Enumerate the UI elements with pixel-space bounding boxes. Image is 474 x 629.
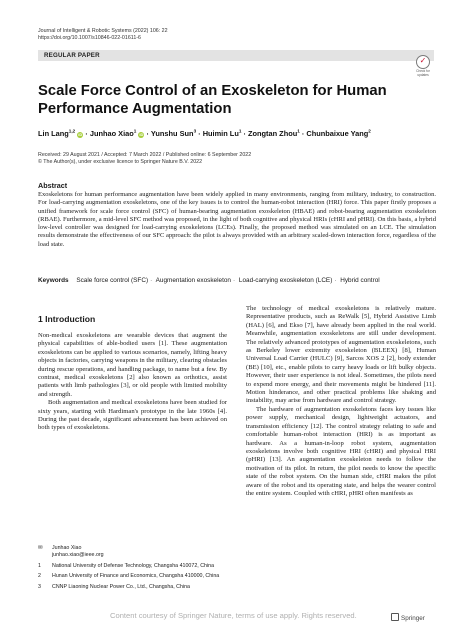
article-type-label: REGULAR PAPER — [44, 52, 100, 59]
keyword: Hybrid control — [340, 277, 380, 284]
journal-citation — [38, 28, 168, 42]
right-column — [246, 305, 436, 498]
affiliation: 1 National University of Defense Technology, Changsha 410072, China — [38, 562, 215, 569]
publication-dates — [38, 152, 251, 166]
abstract-text: Exoskeletons for human performance augmentation have been widely applied in many environments, ranging from military, industry, to construction. For load-carrying augmentation exoskeletons, one of the key issues is to control the human-robot interaction (HRI) force. This paper firstly proposes a unified framework for scale force control (SFC) of human-bearing augmentation exoskeleton (HBAE) and robot-bearing augmentation exoskeleton (RBAE). Furthermore, a mid-level SFC method was proposed, in the light of both cognitive and physical HRIs (cHRI and pHRI). On this basis, a hybrid low-level controller was designed for load-carrying exoskeletons (LCEs). Finally, the proposed method was simulated on an LCE. The simulation results demonstrate the effectiveness of our SFC approach: the pilot is always provided with an arbitrary scaled-down interaction force, regardless of the load state. — [38, 191, 436, 248]
section-heading: 1 Introduction — [38, 314, 96, 324]
body-paragraph: Non-medical exoskeletons are wearable devices that augment the physical capabilities of able-bodied users [1]. These augmentation exoskeletons can be applied to various scenarios, namely, lifting heavy objects in factories, carrying weapons in the military, clearing obstacles during rescue operations, and handling package, to name but a few. By contrast, medical exoskeletons [2] also known as orthotics, assist patients with limb pathologies [3], or old people with limited mobility and strength. — [38, 332, 227, 398]
envelope-icon: ✉ — [38, 545, 43, 551]
affiliation: 3 CNNP Liaoning Nuclear Power Co., Ltd., Changsha, China — [38, 584, 190, 591]
author-list: Lin Lang$^{1,2}$ iD · Junhao Xiao$^1$ iD · Yunshu Sun$^3$ · Huimin $Lu^1$ · Zongtan Zhou$^1$ · Chunbaixue Yang$^2$ — [38, 129, 371, 139]
courtesy-notice: Content courtesy of Springer Nature, terms of use apply. Rights reserved. — [110, 611, 357, 620]
author[interactable]: Junhao Xiao$^1$ — [89, 129, 137, 139]
copyright-line: © The Author(s), under exclusive licence to Springer Nature B.V. 2022 — [38, 159, 203, 166]
correspondence — [38, 545, 227, 559]
keyword: Augmentation exoskeleton — [155, 277, 231, 284]
journal-citation-line: Journal of Intelligent & Robotic Systems (2022) 106: 22 — [38, 28, 168, 34]
body-paragraph: Both augmentation and medical exoskeletons have been studied for sixty years, starting with Hardiman's prototype in the late 1960s [4]. During the past decade, significant advancement has been achieved on both types of exoskeletons. — [38, 399, 227, 432]
article-title: Scale Force Control of an Exoskeleton for Human Performance Augmentation — [38, 83, 387, 117]
author[interactable]: Lin Lang$^{1,2}$ — [38, 129, 76, 139]
left-column — [38, 310, 227, 433]
abstract-heading: Abstract — [38, 181, 68, 190]
crossmark-badge[interactable] — [412, 54, 434, 78]
author[interactable]: Yunshu Sun$^3$ — [150, 129, 197, 139]
orcid-icon[interactable]: iD — [78, 132, 83, 138]
orcid-icon[interactable]: iD — [139, 132, 144, 138]
author[interactable]: Zongtan Zhou$^1$ — [247, 129, 300, 139]
crossmark-glyph-icon: ✓ — [419, 56, 427, 65]
corresponding-author: Junhao Xiao — [52, 545, 82, 551]
email-link[interactable]: junhao.xiao@ieee.org — [52, 551, 104, 558]
crossmark-label: Check for updates — [416, 69, 430, 77]
keywords: Keywords Scale force control (SFC) · Augmentation exoskeleton · Load-carrying exoskeleton (LCE) · Hybrid control — [38, 277, 380, 284]
author[interactable]: Huimin Lu$^1$ — [202, 129, 242, 139]
keyword: Scale force control (SFC) — [76, 277, 149, 284]
publisher-logo: Springer — [391, 613, 425, 622]
history-dates: Received: 29 August 2021 / Accepted: 7 March 2022 / Published online: 6 September 2022 — [38, 152, 252, 158]
keyword: Load-carrying exoskeleton (LCE) — [238, 277, 333, 284]
author[interactable]: Chunbaixue Yang$^2$ — [306, 129, 371, 139]
doi-link[interactable]: https://doi.org/10.1007/s10846-022-01611-6 — [38, 35, 141, 41]
body-paragraph: The technology of medical exoskeletons is relatively mature. Representative products, such as ReWalk [5], Hybrid Assistive Limb (HAL) [6], and Ekso [7], have already been applied in the real world. Meanwhile, augmentation exoskeletons are still under development. The relatively advanced prototypes of augmentation exoskeletons, such as Berkeley lower extremity exoskeleton (BLEEX) [8], Human Universal Load Carrier (HULC) [9], Sarcos XOS 2 [2], body extender (BE) [10], etc., enable pilots to carry heavy loads or lift bulky objects. However, their user experience is not ideal. Sometimes, the pilots need to expend more energy, and their movements might be hindered [11]. Motion hinderance, and other practical problems like shaking and instability, may arise from hardware and control strategy. — [246, 305, 436, 405]
keywords-label: Keywords — [38, 277, 69, 284]
body-paragraph: The hardware of augmentation exoskeletons faces key issues like power supply, mechanical design, lightweight actuators, and transmission efficiency [12]. The control strategy relating to safe and comfortable human-robot interaction (HRI) is as important as hardware. As a human-in-loop robot system, augmentation exoskeletons involve both cognitive HRI (cHRI) and physical HRI (pHRI) [13]. An augmentation exoskeleton needs to follow the motivation of its pilot. In return, the pilot needs to know the specific state of the robot system. On the human side, cHRI makes the pilot aware of the robot and its operating state, and helps the wearer control the entire system. Coupled with cHRI, pHRI often manifests as — [246, 405, 436, 497]
affiliation: 2 Hunan University of Finance and Economics, Changsha 410000, China — [38, 573, 220, 580]
springer-horse-icon — [391, 613, 399, 621]
author-footnotes — [38, 545, 227, 595]
